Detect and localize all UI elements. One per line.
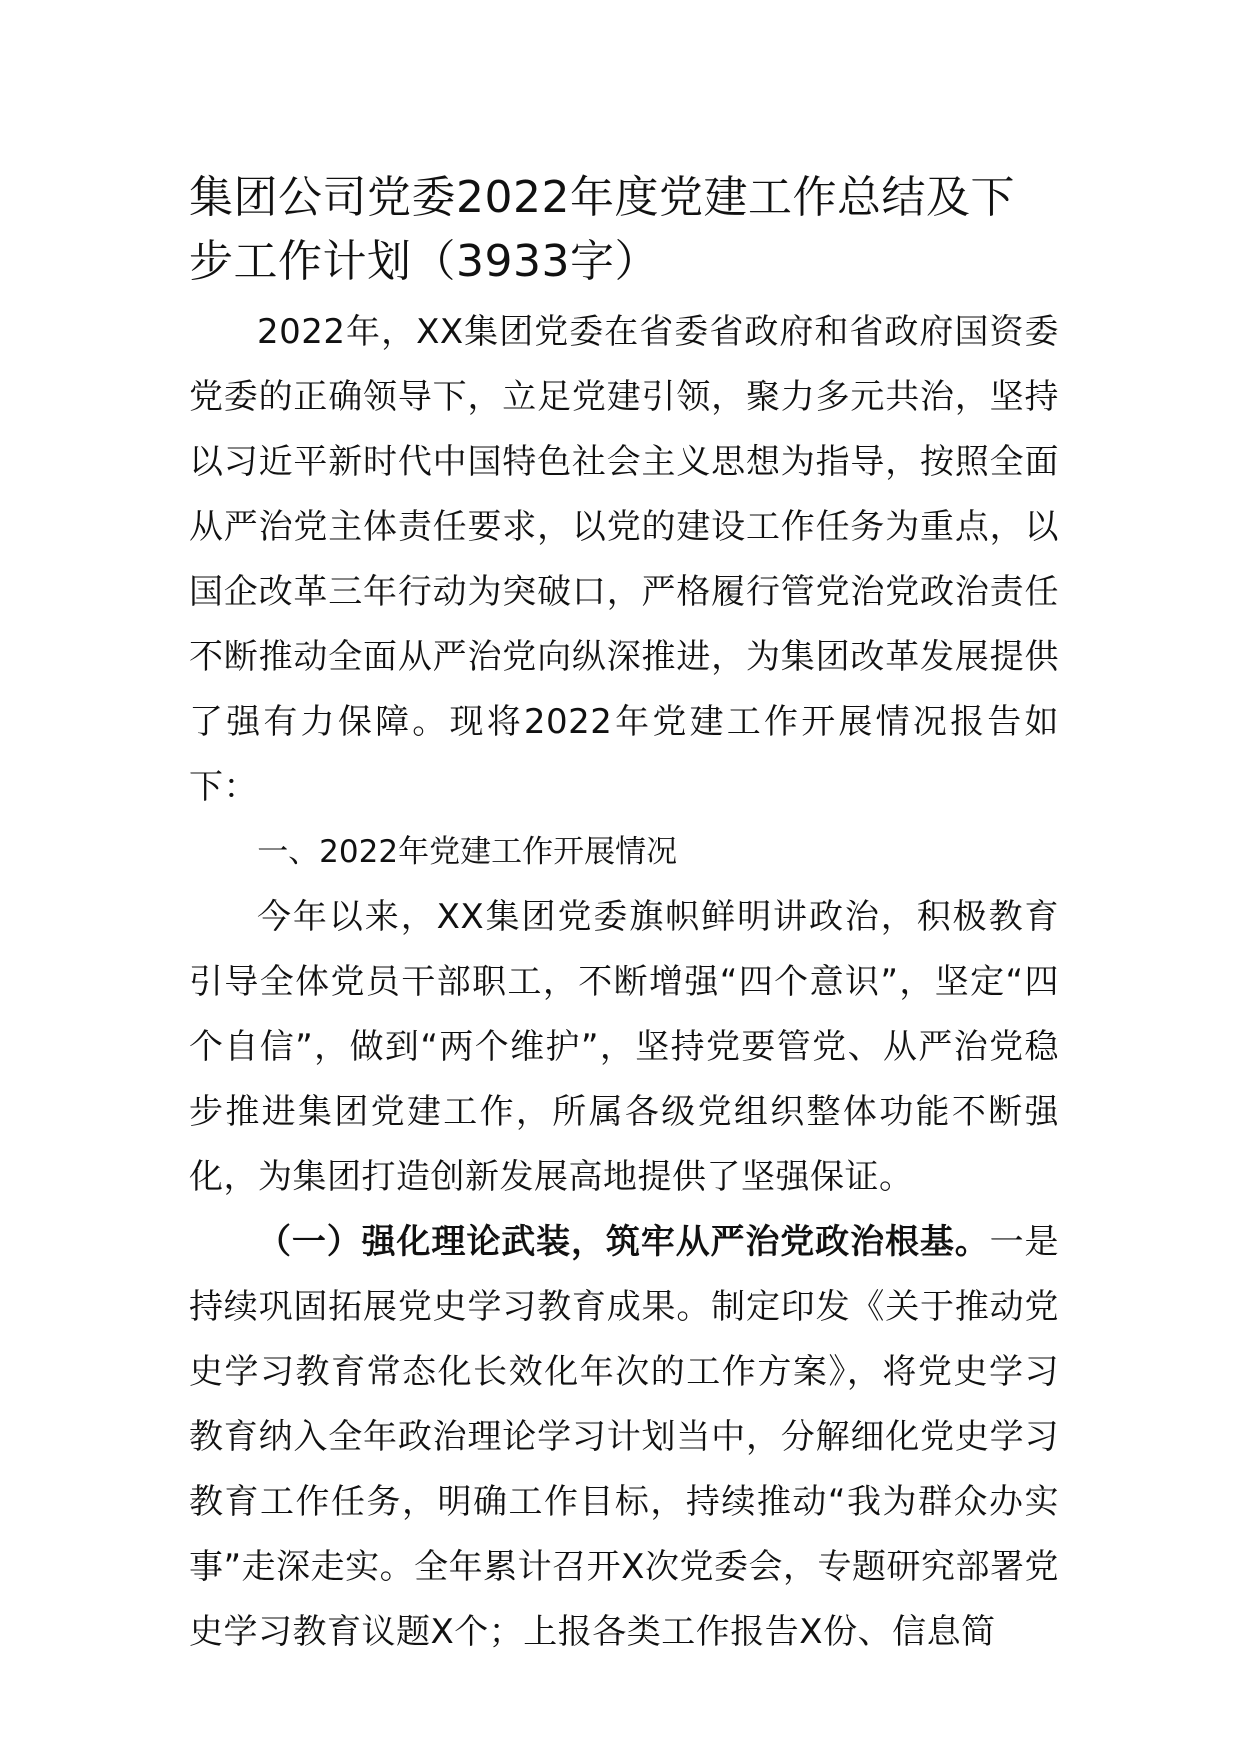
intro-paragraph: 2022年，XX集团党委在省委省政府和省政府国资委党委的正确领导下，立足党建引领，聚力多元共治，坚持以习近平新时代中国特色社会主义思想为指导，按照全面从严治党主体责任要求，以党的建设工作任务为重点，以国企改革三年行动为突破口，严格履行管党治党政治责任不断推动全面从严治党向纵深推进，为集团改革发展提供了强有力保障。现将2022年党建工作开展情况报告如下： — [189, 312, 1059, 807]
section-1-paragraph: 今年以来，XX集团党委旗帜鲜明讲政治，积极教育引导全体党员干部职工，不断增强“四个意识”，坚定“四个自信”，做到“两个维护”，坚持党要管党、从严治党稳步推进集团党建工作，所属各级党组织整体功能不断强化，为集团打造创新发展高地提供了坚强保证。 — [189, 897, 1059, 1197]
document-body — [189, 300, 1059, 1665]
section-heading-1: 一、2022年党建工作开展情况 — [257, 834, 678, 870]
subsection-1-text: 一是持续巩固拓展党史学习教育成果。制定印发《关于推动党史学习教育常态化长效化年次的工作方案》，将党史学习教育纳入全年政治理论学习计划当中，分解细化党史学习教育工作任务，明确工作目标，持续推动“我为群众办实事”走深走实。全年累计召开X次党委会，专题研究部署党史学习教育议题X个；上报各类工作报告X份、信息简 — [189, 1222, 1060, 1652]
document-page — [189, 166, 1059, 1665]
subsection-1-heading: （一）强化理论武装，筑牢从严治党政治根基。 — [257, 1222, 990, 1262]
document-title: 集团公司党委2022年度党建工作总结及下步工作计划（3933字） — [189, 172, 1015, 287]
subsection-1-paragraph — [189, 1210, 1059, 1665]
